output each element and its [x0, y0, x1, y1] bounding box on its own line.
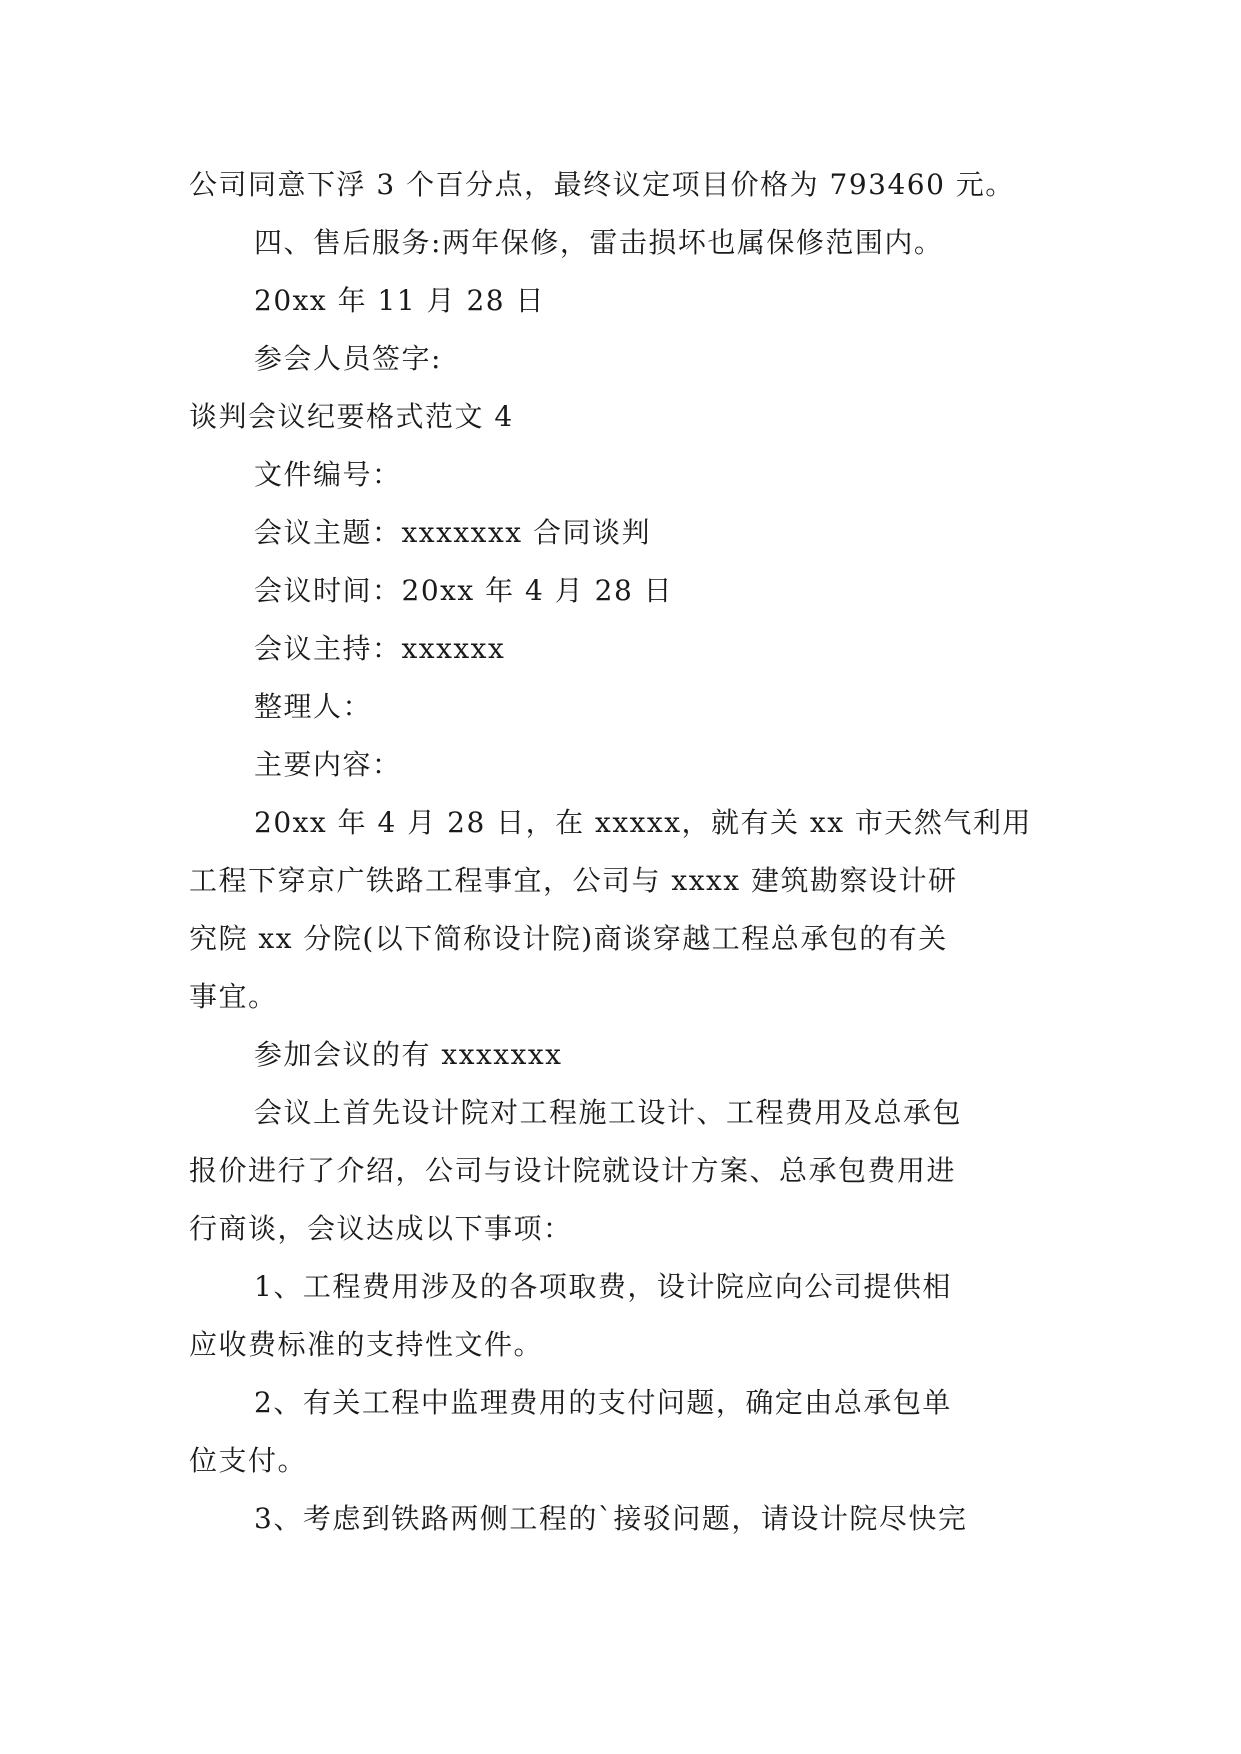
paragraph-line-price-agreement: 公司同意下浮 3 个百分点，最终议定项目价格为 793460 元。	[189, 168, 1015, 201]
paragraph-line: 会议上首先设计院对工程施工设计、工程费用及总承包	[254, 1096, 963, 1129]
organizer-label: 整理人：	[254, 690, 373, 723]
main-content-label: 主要内容：	[254, 748, 402, 781]
list-item-line: 3、考虑到铁路两侧工程的`接驳问题，请设计院尽快完	[254, 1502, 968, 1535]
attendees-line: 参加会议的有 xxxxxxx	[254, 1038, 563, 1071]
list-item-line: 应收费标准的支持性文件。	[189, 1328, 544, 1361]
paragraph-line: 行商谈，会议达成以下事项：	[189, 1212, 573, 1245]
paragraph-line: 事宜。	[189, 980, 278, 1013]
paragraph-line-after-sales: 四、售后服务:两年保修，雷击损坏也属保修范围内。	[254, 226, 944, 259]
list-item-line: 2、有关工程中监理费用的支付问题，确定由总承包单	[254, 1386, 952, 1419]
signature-label: 参会人员签字:	[254, 342, 442, 375]
list-item-line: 位支付。	[189, 1444, 308, 1477]
paragraph-line: 工程下穿京广铁路工程事宜，公司与 xxxx 建筑勘察设计研	[189, 864, 958, 897]
section-title: 谈判会议纪要格式范文 4	[189, 400, 514, 433]
file-number-label: 文件编号：	[254, 458, 402, 491]
meeting-topic-line: 会议主题：xxxxxxx 合同谈判	[254, 516, 651, 549]
list-item-line: 1、工程费用涉及的各项取费，设计院应向公司提供相	[254, 1270, 952, 1303]
meeting-host-line: 会议主持：xxxxxx	[254, 632, 506, 665]
paragraph-line: 报价进行了介绍，公司与设计院就设计方案、总承包费用进	[189, 1154, 957, 1187]
date-line: 20xx 年 11 月 28 日	[254, 284, 545, 317]
meeting-time-line: 会议时间：20xx 年 4 月 28 日	[254, 574, 674, 607]
paragraph-line: 究院 xx 分院(以下简称设计院)商谈穿越工程总承包的有关	[189, 922, 948, 955]
paragraph-line: 20xx 年 4 月 28 日，在 xxxxx，就有关 xx 市天然气利用	[254, 806, 1032, 839]
